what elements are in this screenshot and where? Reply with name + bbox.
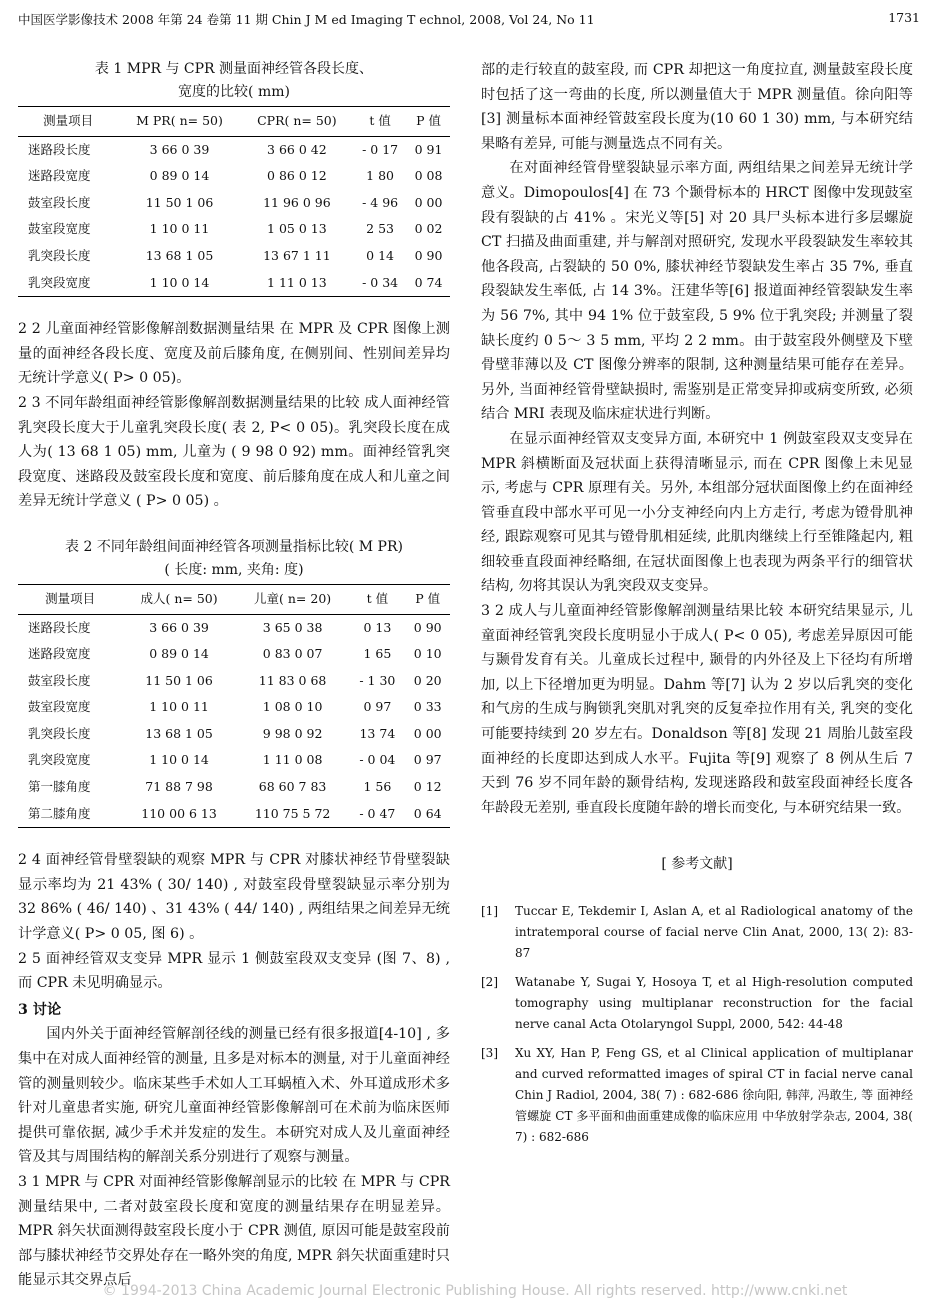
table1 — [18, 106, 450, 297]
table-cell: 13 68 1 05 — [145, 725, 213, 741]
table-cell: - 1 30 — [359, 672, 396, 688]
table2-header-row — [18, 584, 450, 614]
right-para-3: 在显示面神经管双支变异方面, 本研究中 1 例鼓室段双支变异在 MPR 斜横断面及冠状面上获得清晰显示, 而在 CPR 图像上未见显示, 考虑与 CPR 原理有关。另外, 本组部分冠状面图像上约在面神经管垂直段中部水平可见一小分支神经向内上方走行, 考虑为镫骨肌神经, 跟踪观察可见其与镫骨肌相延续, 此肌肉继续上行至锥隆起内, 粗细较垂直段面神经略细, 在冠状面图像上也表现为两条平行的细管状结构, 勿将其误认为乳突段双支变异。 — [481, 430, 913, 595]
table-cell: - 0 34 — [353, 270, 407, 297]
table-row — [18, 774, 450, 801]
table-cell: 13 68 1 05 — [145, 247, 214, 263]
table-cell: 0 90 — [414, 247, 443, 263]
table-cell: 0 74 — [407, 270, 450, 297]
table-cell: - 0 04 — [359, 752, 396, 768]
reference-item — [481, 901, 913, 964]
table-cell: 1 05 0 13 — [267, 221, 327, 237]
table-cell: 2 53 — [366, 221, 395, 237]
table-cell: 0 12 — [413, 779, 442, 795]
table-cell: 9 98 0 92 — [262, 725, 323, 741]
table-cell: 0 00 — [414, 194, 443, 210]
table-cell: 0 08 — [414, 168, 443, 184]
table-cell: 乳突段长度 — [28, 725, 91, 741]
table-cell: 0 97 — [363, 699, 392, 715]
table-cell: - 0 17 — [362, 141, 399, 157]
table-cell: 迷路段宽度 — [28, 168, 91, 184]
table-cell: 1 56 — [363, 779, 392, 795]
copyright-footer: © 1994-2013 China Academic Journal Electronic Publishing House. All rights reserved. http://www.cnki.net — [102, 1283, 848, 1299]
table-cell: 0 20 — [413, 672, 442, 688]
table-row — [18, 668, 450, 695]
table-cell: 1 10 0 14 — [118, 270, 240, 297]
table-cell: 迷路段宽度 — [28, 646, 91, 662]
table-cell: 乳突段宽度 — [18, 270, 118, 297]
table-cell: 0 13 — [363, 619, 392, 635]
table1-column-header: t 值 — [353, 107, 407, 137]
table-row — [18, 216, 450, 243]
table1-header-row — [18, 107, 450, 137]
table-cell: - 0 47 — [349, 801, 405, 828]
table-cell: 0 33 — [413, 699, 442, 715]
table-cell: 0 91 — [414, 141, 443, 157]
table-cell: 0 97 — [413, 752, 442, 768]
table-cell: 0 90 — [413, 619, 442, 635]
table-cell: 鼓室段长度 — [28, 672, 91, 688]
section-3-1: 3 1 MPR 与 CPR 对面神经管影像解剖显示的比较 在 MPR 与 CPR 测量结果中, 二者对鼓室段长度和宽度的测量结果存在明显差异。MPR 斜矢状面测得鼓室段长度小于 CPR 测值, 原因可能是鼓室段前部与膝状神经节交界处存在一略外突的角度, MPR 斜矢状面重建时只能显示其交界点后 — [18, 1173, 450, 1289]
table-cell: 11 50 1 06 — [145, 194, 214, 210]
reference-text: Tuccar E, Tekdemir I, Aslan A, et al Radiological anatomy of the intratemporal course of facial nerve Clin Anat, 2000, 13( 2): 83-87 — [515, 904, 913, 960]
table1-caption-line1: 表 1 MPR 与 CPR 测量面神经管各段长度、 — [94, 61, 374, 77]
table-cell: 11 50 1 06 — [145, 672, 213, 688]
table-row — [18, 243, 450, 270]
table-row — [18, 163, 450, 190]
right-para-2: 在对面神经管骨壁裂缺显示率方面, 两组结果之间差异无统计学意义。Dimopoulos[4] 在 73 个颞骨标本的 HRCT 图像中发现鼓室段有裂缺的占 41% 。宋光义等[5] 对 20 具尸头标本进行多层螺旋 CT 扫描及曲面重建, 并与解剖对照研究, 发现水平段裂缺发生率较其他各段高, 占裂缺的 50 0%, 膝状神经节裂缺发生率占 35 7%, 垂直段裂缺发生率低, 占 14 3%。汪建华等[6] 报道面神经管裂缺发生率为 56 7%, 其中 94 1% 位于鼓室段, 5 9% 位于乳突段; 并测量了裂缺长度约 0 5～ 3 5 mm, 平均 2 2 mm。由于鼓室段外侧壁及下壁骨壁菲薄以及 CT 图像分辨率的限制, 这种测量结果可能存在差异。另外, 当面神经管骨壁缺损时, 需鉴别是正常变异抑或病变所致, 必须结合 MRI 表现及临床症状进行判断。 — [481, 160, 913, 423]
running-header — [18, 10, 920, 28]
section-2-5: 2 5 面神经管双支变异 MPR 显示 1 侧鼓室段双支变异 (图 7、8) , 而 CPR 未见明确显示。 — [18, 950, 450, 992]
table-cell: 乳突段长度 — [28, 247, 91, 263]
table-cell: 0 86 0 12 — [267, 168, 327, 184]
table-cell: - 4 96 — [362, 194, 399, 210]
table1-column-header: CPR( n= 50) — [241, 107, 354, 137]
table-row — [18, 694, 450, 721]
right-para-1: 部的走行较直的鼓室段, 而 CPR 却把这一角度拉直, 测量鼓室段长度时包括了这一弯曲的长度, 所以测量值大于 MPR 测量值。徐向阳等[3] 测量标本面神经管鼓室段长度为(10 60 1 30) mm, 与本研究结果略有差异, 可能与测量选点不同有关。 — [481, 62, 913, 152]
table-row — [18, 270, 450, 297]
table-row — [18, 614, 450, 641]
table2-column-header: t 值 — [349, 584, 405, 614]
table-cell: 0 02 — [414, 221, 443, 237]
table2 — [18, 584, 450, 828]
table-cell: 1 11 0 13 — [241, 270, 354, 297]
table-cell: 11 83 0 68 — [258, 672, 327, 688]
reference-text: Watanabe Y, Sugai Y, Hosoya T, et al High-resolution computed tomography using multiplanar reconstruction for the facial nerve canal Acta Otolaryngol Suppl, 2000, 542: 44-48 — [515, 975, 913, 1031]
page-number: 1731 — [888, 10, 920, 25]
table-cell: 0 10 — [413, 646, 442, 662]
section-2-2: 2 2 儿童面神经管影像解剖数据测量结果 在 MPR 及 CPR 图像上测量的面神经各段长度、宽度及前后膝角度, 在侧别间、性别间差异均无统计学意义( P> 0 05)。 — [18, 321, 450, 387]
table-cell: 13 67 1 11 — [263, 247, 331, 263]
table-cell: 1 10 0 14 — [149, 752, 209, 768]
table-row — [18, 136, 450, 163]
reference-item — [481, 1043, 913, 1148]
table-cell: 鼓室段宽度 — [28, 699, 91, 715]
table-cell: 13 74 — [359, 725, 396, 741]
table1-caption-line2: 宽度的比较( mm) — [178, 84, 290, 100]
table-cell: 1 08 0 10 — [262, 699, 323, 715]
table-cell: 3 66 0 39 — [149, 141, 210, 157]
left-column — [18, 58, 450, 1293]
table-cell: 1 11 0 08 — [262, 752, 323, 768]
table-cell: 0 64 — [405, 801, 450, 828]
table-cell: 0 00 — [413, 725, 442, 741]
table-row — [18, 801, 450, 828]
table-cell: 110 00 6 13 — [122, 801, 236, 828]
discussion-intro: 国内外关于面神经管解剖径线的测量已经有很多报道[4-10] , 多集中在对成人面神经管的测量, 且多是对标本的测量, 对于儿童面神经管的测量则较少。临床某些手术如人工耳蜗植入术、外耳道成形术多针对儿童患者实施, 研究儿童面神经管影像解剖可在术前为临床医师提供可靠依据, 减少手术并发症的发生。本研究对成人及儿童面神经管及其与周围结构的解剖关系分别进行了观察与测量。 — [18, 1026, 450, 1166]
table-cell: 1 65 — [363, 646, 392, 662]
table-row — [18, 721, 450, 748]
table-cell: 鼓室段宽度 — [28, 221, 91, 237]
table1-column-header: M PR( n= 50) — [118, 107, 240, 137]
references-heading: [ 参考文献] — [661, 856, 733, 873]
table-cell: 迷路段长度 — [28, 141, 91, 157]
table2-column-header: P 值 — [405, 584, 450, 614]
table-row — [18, 641, 450, 668]
table-cell: 68 60 7 83 — [258, 779, 327, 795]
table-cell: 第一膝角度 — [28, 779, 91, 795]
table2-caption-line2: ( 长度: mm, 夹角: 度) — [164, 561, 304, 578]
table-row — [18, 747, 450, 774]
table-cell: 1 80 — [366, 168, 395, 184]
table-cell: 乳突段宽度 — [28, 752, 91, 768]
table-cell: 3 65 0 38 — [262, 619, 323, 635]
table-cell: 迷路段长度 — [28, 619, 91, 635]
table-row — [18, 190, 450, 217]
table1-column-header: 测量项目 — [18, 107, 118, 137]
reference-item — [481, 972, 913, 1035]
table-cell: 1 10 0 11 — [149, 221, 210, 237]
table-cell: 3 66 0 39 — [149, 619, 209, 635]
table2-column-header: 儿童( n= 20) — [236, 584, 350, 614]
table-cell: 鼓室段长度 — [28, 194, 91, 210]
reference-number: [1] — [481, 904, 498, 918]
reference-text: Xu XY, Han P, Feng GS, et al Clinical application of multiplanar and curved reformatted images of spiral CT in facial nerve canal Chin J Radiol, 2004, 38( 7) : 682-686 徐向阳, 韩萍, 冯敢生, 等 面神经管螺旋 CT 多平面和曲面重建成像的临床应用 中华放射学杂志, 2004, 38( 7) : 682-686 — [515, 1046, 913, 1144]
reference-number: [2] — [481, 975, 498, 989]
reference-number: [3] — [481, 1046, 498, 1060]
section-2-4: 2 4 面神经管骨壁裂缺的观察 MPR 与 CPR 对膝状神经节骨壁裂缺显示率均为 21 43% ( 30/ 140) , 对鼓室段骨壁裂缺显示率分别为 32 86% ( 46/ 140) 、31 43% ( 44/ 140) , 两组结果之间差异无统计学意义( P> 0 05, 图 6) 。 — [18, 852, 450, 943]
table-cell: 3 66 0 42 — [267, 141, 327, 157]
table-cell: 第二膝角度 — [18, 801, 122, 828]
section-2-3: 2 3 不同年龄组面神经管影像解剖数据测量结果的比较 成人面神经管乳突段长度大于儿童乳突段长度( 表 2, P< 0 05)。乳突段长度在成人为( 13 68 1 05) mm, 儿童为 ( 9 98 0 92) mm。面神经管乳突段宽度、迷路段及鼓室段长度和宽度、前后膝角度在成人和儿童之间差异无统计学意义 ( P> 0 05) 。 — [18, 394, 450, 510]
section-3-2: 3 2 成人与儿童面神经管影像解剖测量结果比较 本研究结果显示, 儿童面神经管乳突段长度明显小于成人( P< 0 05), 考虑差异原因可能与颞骨发育有关。儿童成长过程中, 颞骨的内外径及上下径均有所增加, 以上下径增加更为明显。Dahm 等[7] 认为 2 岁以后乳突的变化和气房的生成与胸锁乳突肌对乳突的反复牵拉作用有关, 乳突的变化可能要持续到 20 岁左右。Donaldson 等[8] 发现 21 周胎儿鼓室段面神经的长度即达到成人水平。Fujita 等[9] 观察了 8 例从生后 7 天到 76 岁不同年龄的颞骨结构, 发现迷路段和鼓室段面神经长度各年龄段无差别, 垂直段长度随年龄的增长而变化, 与本研究结果一致。 — [481, 603, 913, 816]
table-cell: 1 10 0 11 — [149, 699, 209, 715]
table-cell: 11 96 0 96 — [263, 194, 331, 210]
table1-column-header: P 值 — [407, 107, 450, 137]
right-column — [481, 58, 913, 1156]
table-cell: 0 83 0 07 — [262, 646, 323, 662]
section-3-heading: 3 讨论 — [18, 1001, 62, 1018]
journal-header: 中国医学影像技术 2008 年第 24 卷第 11 期 Chin J M ed Imaging T echnol, 2008, Vol 24, No 11 — [18, 12, 595, 27]
table-cell: 110 75 5 72 — [236, 801, 350, 828]
reference-list — [481, 901, 913, 1148]
table2-caption-line1: 表 2 不同年龄组间面神经管各项测量指标比较( M PR) — [65, 538, 403, 555]
table-cell: 71 88 7 98 — [145, 779, 213, 795]
table-cell: 0 89 0 14 — [149, 646, 209, 662]
table-cell: 0 14 — [366, 247, 395, 263]
table2-column-header: 成人( n= 50) — [122, 584, 236, 614]
table2-column-header: 测量项目 — [18, 584, 122, 614]
table-cell: 0 89 0 14 — [149, 168, 210, 184]
